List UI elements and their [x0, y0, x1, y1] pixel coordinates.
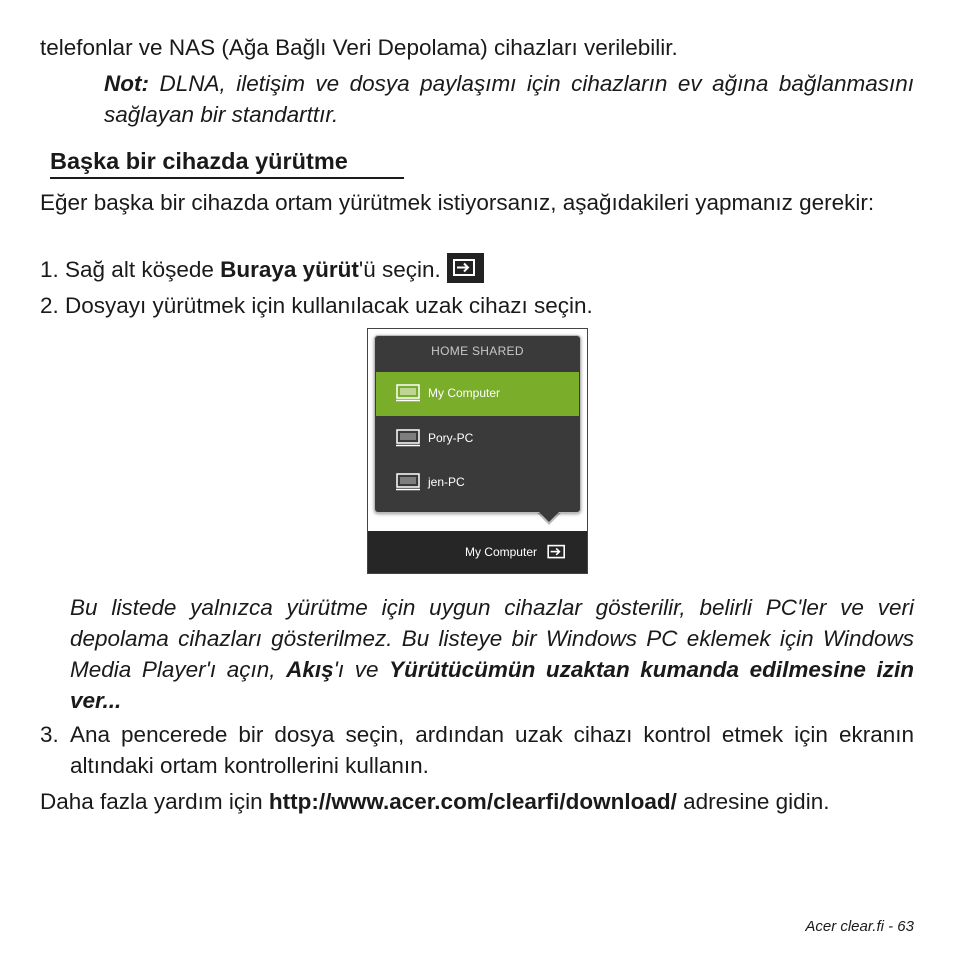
allow-remote-control-label: Yürütücümün uzaktan kumanda edilmesine izin ver... — [70, 657, 914, 713]
panel-title: HOME SHARED — [431, 344, 524, 358]
italic-note-text: 'ı ve — [333, 657, 390, 682]
play-to-icon[interactable] — [547, 544, 567, 560]
step-1 — [40, 253, 914, 285]
device-panel — [374, 335, 581, 513]
intro-paragraph: Eğer başka bir cihazda ortam yürütmek istiyorsanız, aşağıdakileri yapmanız gerekir: — [40, 190, 875, 215]
stream-label: Akış — [286, 657, 334, 682]
step-2: 2. Dosyayı yürütmek için kullanılacak uzak cihazı seçin. — [40, 293, 593, 318]
step-3: Ana pencerede bir dosya seçin, ardından uzak cihazı kontrol etmek için ekranın altındaki ortam kontrollerini kullanın. — [70, 722, 914, 778]
step-1-suffix: 'ü seçin. — [358, 257, 441, 282]
bottom-bar — [368, 531, 587, 573]
note-label: Not: — [104, 71, 149, 96]
note-text: DLNA, iletişim ve dosya paylaşımı için cihazların ev ağına bağlanmasını sağlayan bir standarttır. — [104, 71, 914, 127]
italic-note-text: Bu listede yalnızca yürütme için uygun cihazlar gösterilir, belirli PC'ler ve veri depolama cihazları gösterilmez. Bu listeye bir Windows PC eklemek için Windows Media Player'ı açın, — [70, 595, 914, 682]
page-footer: Acer clear.fi - 63 — [805, 918, 914, 935]
laptop-icon — [396, 473, 420, 491]
device-item-my-computer[interactable] — [376, 372, 579, 416]
device-label: Pory-PC — [428, 431, 474, 445]
section-heading: Başka bir cihazda yürütme — [50, 146, 404, 179]
panel-pointer — [536, 509, 562, 522]
italic-note-paragraph — [70, 592, 914, 716]
step-3-number: 3. — [40, 722, 59, 747]
device-label: My Computer — [428, 386, 501, 400]
device-item-jen-pc[interactable] — [376, 461, 579, 505]
help-paragraph — [40, 786, 914, 817]
intro-line: telefonlar ve NAS (Ağa Bağlı Veri Depolama) cihazları verilebilir. — [40, 35, 678, 60]
play-to-icon — [447, 253, 484, 283]
device-item-pory-pc[interactable] — [376, 417, 579, 461]
laptop-icon — [396, 384, 420, 402]
help-suffix: adresine gidin. — [676, 789, 830, 814]
device-list-screenshot — [367, 328, 588, 574]
device-label: jen-PC — [428, 475, 465, 489]
help-link[interactable]: http://www.acer.com/clearfi/download/ — [268, 789, 677, 814]
play-to-label: Buraya yürüt — [220, 257, 359, 282]
note-paragraph — [104, 68, 914, 130]
bottom-bar-label[interactable]: My Computer — [464, 545, 537, 559]
step-1-prefix: 1. Sağ alt köşede — [40, 257, 221, 282]
help-prefix: Daha fazla yardım için — [40, 789, 269, 814]
laptop-icon — [396, 429, 420, 447]
